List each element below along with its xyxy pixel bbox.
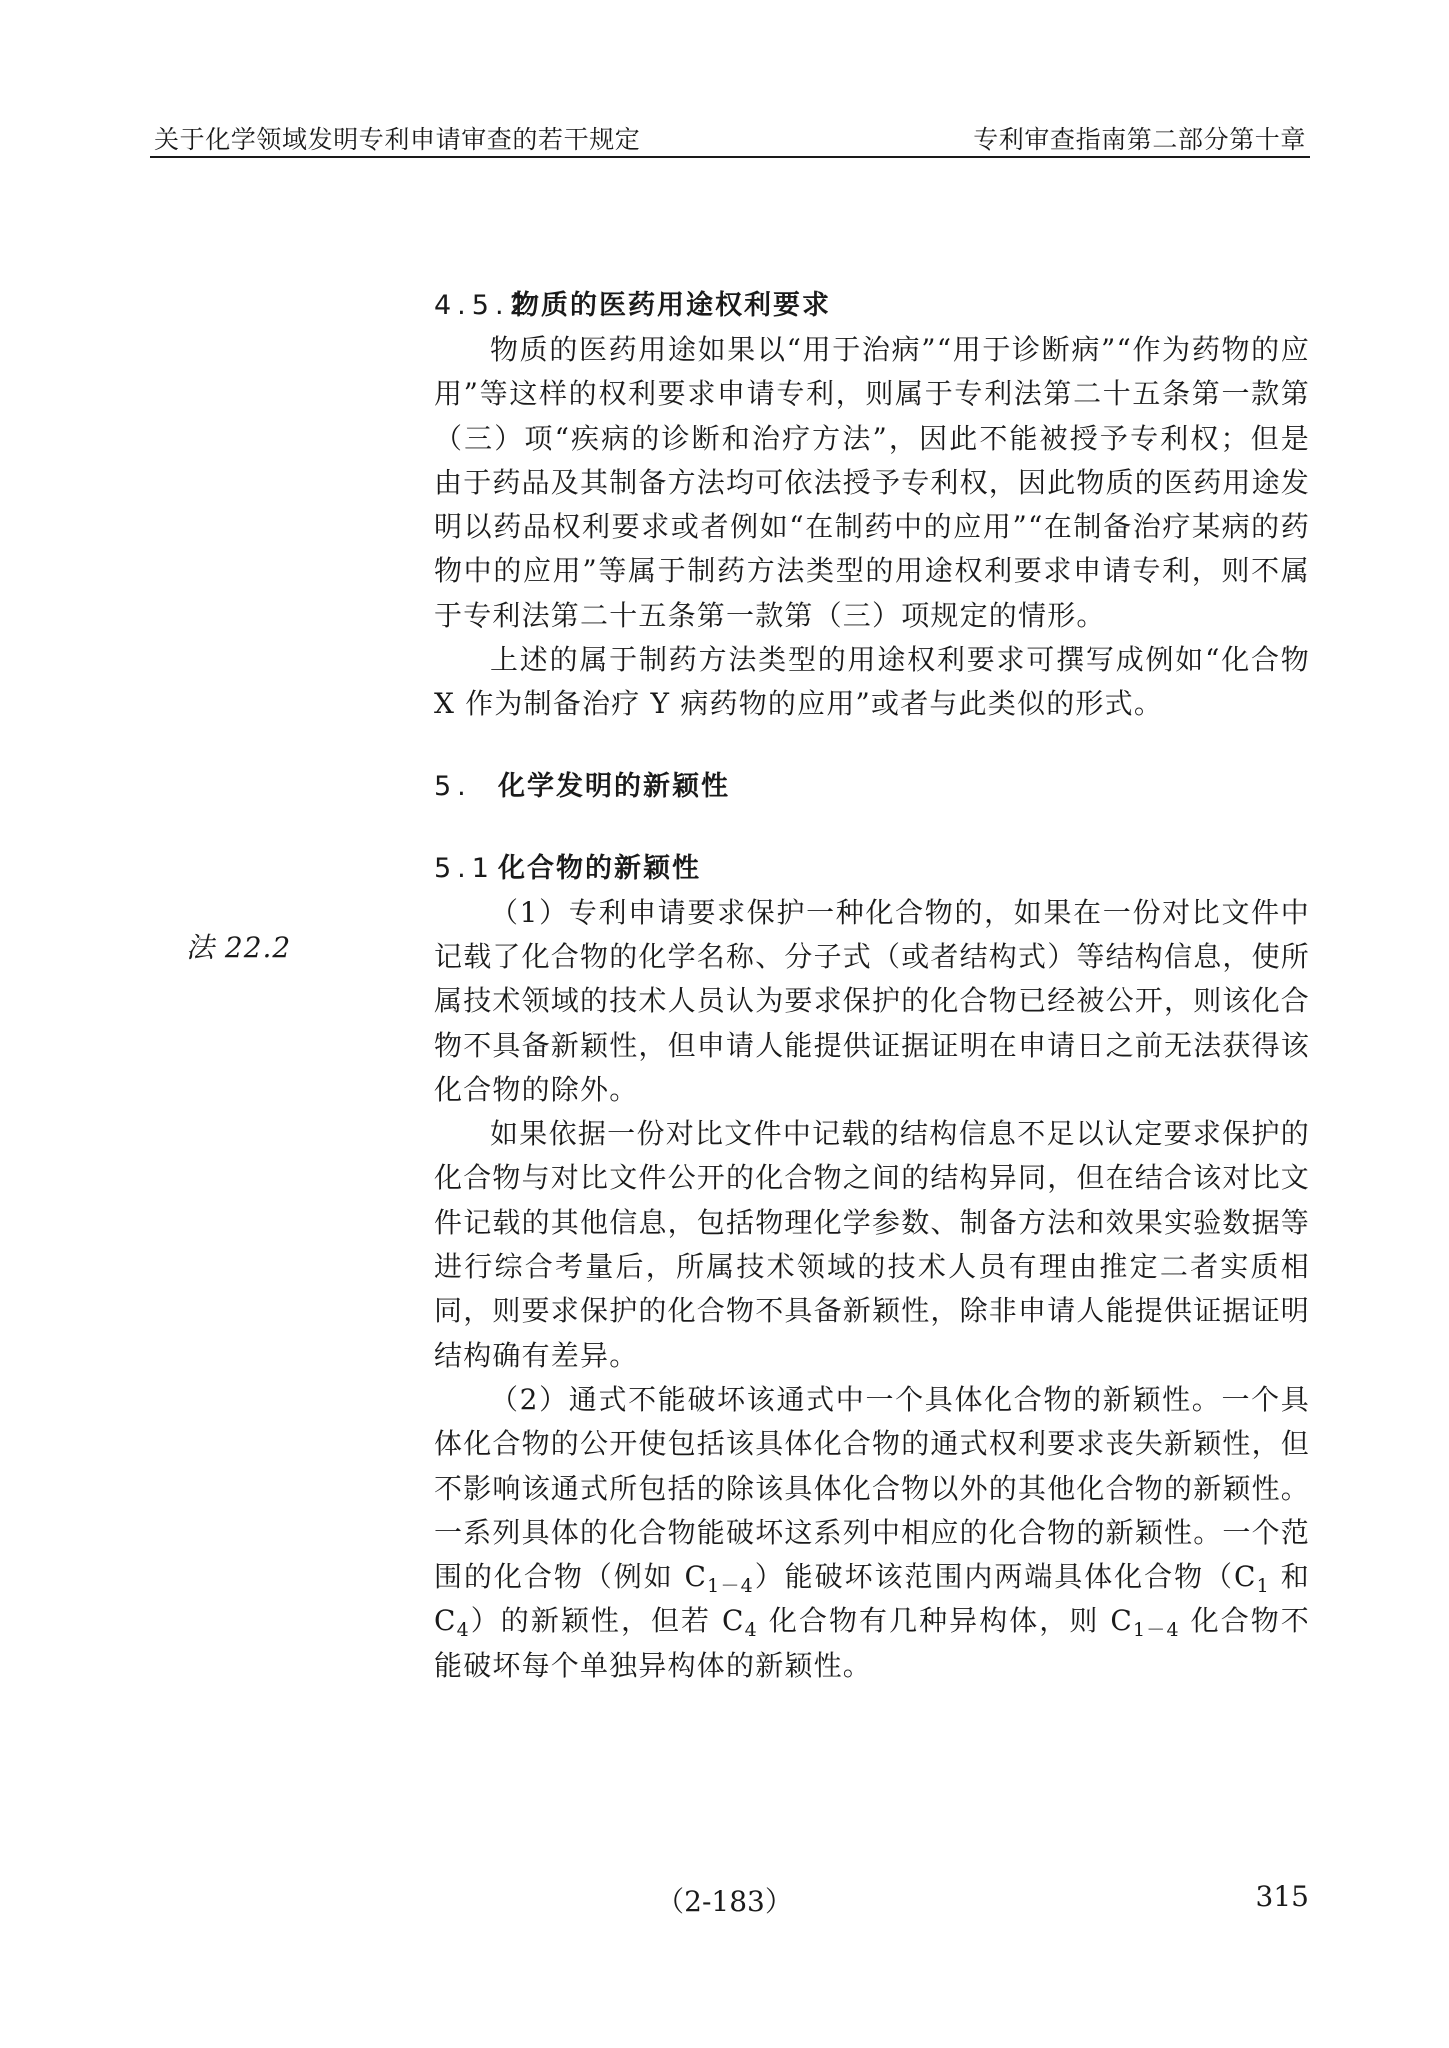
paragraph: 如果依据一份对比文件中记载的结构信息不足以认定要求保护的化合物与对比文件公开的化合物之间的结构异同，但在结合该对比文件记载的其他信息，包括物理化学参数、制备方法和效果实验数据等进行综合考量后，所属技术领域的技术人员有理由推定二者实质相同，则要求保护的化合物不具备新颖性，除非申请人能提供证据证明结构确有差异。 xyxy=(434,1117,1311,1372)
paragraph: （1）专利申请要求保护一种化合物的，如果在一份对比文件中记载了化合物的化学名称、分子式（或者结构式）等结构信息，使所属技术领域的技术人员认为要求保护的化合物已经被公开，则该化合物不具备新颖性，但申请人能提供证据证明在申请日之前无法获得该化合物的除外。 xyxy=(434,895,1311,1106)
section-title: 物质的医药用途权利要求 xyxy=(512,290,831,321)
subscript: 1 xyxy=(1256,1575,1270,1598)
text-run: （2）通式不能破坏该通式中一个具体化合物的新颖性。一个具体化合物的公开使包括该具体化合物的通式权利要求丧失新颖性，但不影响该通式所包括的除该具体化合物以外的其他化合物的新颖性。一系列具体的化合物能破坏这系列中相应的化合物的新颖性。一个范围的化合物（例如 C xyxy=(434,1382,1311,1594)
page-number: 315 xyxy=(1255,1880,1309,1913)
text-run: 化合物不能破坏每个单独异构体的新颖性。 xyxy=(434,1604,1311,1682)
section-title: 化学发明的新颖性 xyxy=(498,770,730,802)
section-number: 4.5.2 xyxy=(434,290,533,321)
section-number: 5. xyxy=(434,770,472,802)
text-run: ）的新颖性，但若 C xyxy=(469,1604,745,1638)
section-heading-5 xyxy=(434,765,1310,809)
header-chapter-reference: 专利审查指南第二部分第十章 xyxy=(973,125,1306,154)
subscript: 1－4 xyxy=(1132,1619,1180,1642)
main-content xyxy=(434,284,1310,1688)
paragraph: 物质的医药用途如果以“用于治病”“用于诊断病”“作为药物的应用”等这样的权利要求申请专利，则属于专利法第二十五条第一款第（三）项“疾病的诊断和治疗方法”，因此不能被授予专利权；但是由于药品及其制备方法均可依法授予专利权，因此物质的医药用途发明以药品权利要求或者例如“在制药中的应用”“在制备治疗某病的药物中的应用”等属于制药方法类型的用途权利要求申请专利，则不属于专利法第二十五条第一款第（三）项规定的情形。 xyxy=(434,333,1311,632)
running-header xyxy=(150,118,1310,158)
section-number: 5.1 xyxy=(434,852,495,884)
paragraph xyxy=(434,1378,1310,1688)
section-heading-4-5-2 xyxy=(434,284,1310,328)
subscript: 4 xyxy=(456,1619,470,1642)
paragraph: 上述的属于制药方法类型的用途权利要求可撰写成例如“化合物 X 作为制备治疗 Y 病药物的应用”或者与此类似的形式。 xyxy=(434,643,1310,721)
header-document-title: 关于化学领域发明专利申请审查的若干规定 xyxy=(154,125,641,154)
margin-law-reference: 法 22.2 xyxy=(186,931,292,964)
subscript: 4 xyxy=(744,1619,758,1642)
text-run: ）能破坏该范围内两端具体化合物（C xyxy=(753,1560,1257,1594)
text-run: 化合物有几种异构体，则 C xyxy=(757,1604,1133,1638)
footer-section-code: （2-183） xyxy=(656,1885,793,1918)
section-title: 化合物的新颖性 xyxy=(498,852,701,884)
subscript: 1－4 xyxy=(707,1575,754,1598)
text-run: 和 C xyxy=(434,1560,1311,1638)
section-heading-5-1 xyxy=(434,847,1310,891)
